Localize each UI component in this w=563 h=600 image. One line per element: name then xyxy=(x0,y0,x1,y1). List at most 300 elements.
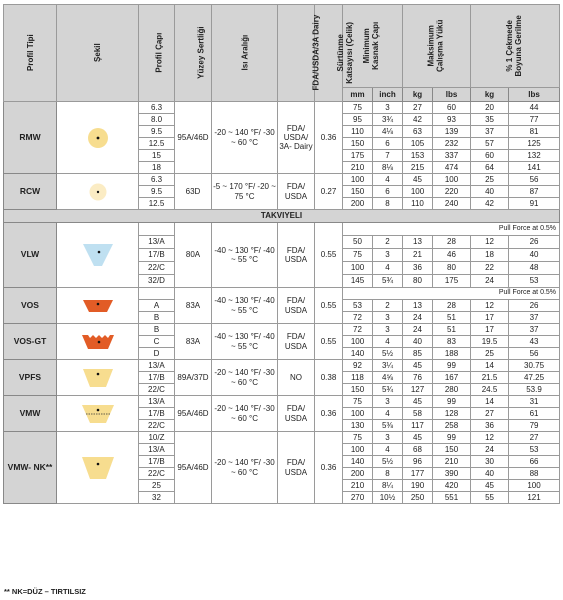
cekme-lbs: 81 xyxy=(509,126,560,138)
kasnak-mm: 110 xyxy=(343,126,373,138)
kasnak-mm: 100 xyxy=(343,408,373,420)
kasnak-mm: 150 xyxy=(343,186,373,198)
profile-fda: FDA/ USDA xyxy=(278,223,315,288)
profile-surt: 0.38 xyxy=(315,360,343,396)
pull-force-note: Pull Force at 0.5% xyxy=(343,288,560,300)
profile-sertlik: 95A/46D xyxy=(175,432,212,504)
yuk-kg: 40 xyxy=(403,336,433,348)
kasnak-mm: 75 xyxy=(343,249,373,262)
unit-kg-2: kg xyxy=(471,88,509,102)
cekme-lbs: 47.25 xyxy=(509,372,560,384)
kasnak-inch: 4⅛ xyxy=(373,126,403,138)
cekme-kg: 17 xyxy=(471,324,509,336)
profile-sertlik: 95A/46D xyxy=(175,102,212,174)
profile-surt: 0.36 xyxy=(315,396,343,432)
table-row xyxy=(4,174,560,186)
yuk-kg: 63 xyxy=(403,126,433,138)
cekme-kg: 37 xyxy=(471,126,509,138)
yuk-lbs: 83 xyxy=(433,336,471,348)
table-row xyxy=(4,223,560,236)
profile-type-vmw: VMW xyxy=(4,396,57,432)
profile-diameter: 22/C xyxy=(139,420,175,432)
unit-lbs-2: lbs xyxy=(509,88,560,102)
cekme-lbs: 48 xyxy=(509,262,560,275)
profile-surt: 0.27 xyxy=(315,174,343,210)
v-profile-orange-icon xyxy=(83,299,113,313)
profile-diameter: 6.3 xyxy=(139,174,175,186)
kasnak-mm: 75 xyxy=(343,396,373,408)
kasnak-inch: 8⅛ xyxy=(373,162,403,174)
spec-body xyxy=(4,102,560,504)
profile-fda: FDA/ USDA xyxy=(278,396,315,432)
profile-fda: NO xyxy=(278,360,315,396)
cekme-lbs: 43 xyxy=(509,336,560,348)
profile-diameter: 22/C xyxy=(139,384,175,396)
profile-type-vmwnk: VMW- NK** xyxy=(4,432,57,504)
profile-type-vlw: VLW xyxy=(4,223,57,288)
kasnak-mm: 100 xyxy=(343,262,373,275)
cekme-kg: 55 xyxy=(471,492,509,504)
yuk-lbs: 390 xyxy=(433,468,471,480)
yuk-kg: 80 xyxy=(403,275,433,288)
yuk-kg: 68 xyxy=(403,444,433,456)
section-takviyeli: TAKVIYELI xyxy=(4,210,560,223)
profile-fda: FDA/ USDA xyxy=(278,324,315,360)
kasnak-inch: 3 xyxy=(373,312,403,324)
profile-diameter: 17/B xyxy=(139,249,175,262)
profile-diameter: 12.5 xyxy=(139,138,175,150)
kasnak-inch: 5⅜ xyxy=(373,420,403,432)
yuk-kg: 45 xyxy=(403,396,433,408)
profile-shape-vmw xyxy=(57,396,139,432)
profile-surt: 0.55 xyxy=(315,324,343,360)
kasnak-mm: 72 xyxy=(343,312,373,324)
kasnak-inch: 8¼ xyxy=(373,480,403,492)
cekme-kg: 40 xyxy=(471,468,509,480)
profile-surt: 0.55 xyxy=(315,223,343,288)
spec-table-wrapper xyxy=(3,4,559,504)
yuk-kg: 24 xyxy=(403,324,433,336)
yuk-lbs: 51 xyxy=(433,324,471,336)
yuk-lbs: 99 xyxy=(433,432,471,444)
header-yuzey-sertligi: Yüzey Sertliği xyxy=(175,5,212,102)
profile-diameter: D xyxy=(139,348,175,360)
profile-diameter: C xyxy=(139,336,175,348)
header-fda: FDA/USDA/3A Dairy xyxy=(278,5,315,102)
cekme-lbs: 40 xyxy=(509,249,560,262)
kasnak-mm: 100 xyxy=(343,336,373,348)
kasnak-inch: 3 xyxy=(373,102,403,114)
cekme-lbs: 53 xyxy=(509,444,560,456)
profile-diameter: 6.3 xyxy=(139,102,175,114)
cekme-lbs: 121 xyxy=(509,492,560,504)
profile-surt: 0.36 xyxy=(315,432,343,504)
kasnak-inch: 4 xyxy=(373,174,403,186)
profile-diameter: 12.5 xyxy=(139,198,175,210)
profile-sertlik: 63D xyxy=(175,174,212,210)
cekme-lbs: 141 xyxy=(509,162,560,174)
yuk-kg: 110 xyxy=(403,198,433,210)
kasnak-inch: 5½ xyxy=(373,456,403,468)
profile-diameter: 13/A xyxy=(139,444,175,456)
yuk-lbs: 337 xyxy=(433,150,471,162)
cekme-lbs: 53.9 xyxy=(509,384,560,396)
header-isi-araligi: Isı Aralığı xyxy=(212,5,278,102)
table-row xyxy=(4,102,560,114)
yuk-lbs: 551 xyxy=(433,492,471,504)
yuk-lbs: 420 xyxy=(433,480,471,492)
profile-diameter: 17/B xyxy=(139,408,175,420)
table-row xyxy=(4,324,560,336)
kasnak-mm: 100 xyxy=(343,174,373,186)
header-profil-capi: Profil Çapı xyxy=(139,5,175,102)
kasnak-mm: 270 xyxy=(343,492,373,504)
kasnak-inch: 4 xyxy=(373,336,403,348)
kasnak-mm: 140 xyxy=(343,348,373,360)
profile-diameter: 32 xyxy=(139,492,175,504)
kasnak-mm: 145 xyxy=(343,275,373,288)
profile-sertlik: 83A xyxy=(175,288,212,324)
cekme-lbs: 27 xyxy=(509,432,560,444)
v-profile-toothed-icon xyxy=(82,334,114,350)
yuk-kg: 36 xyxy=(403,262,433,275)
yuk-lbs: 100 xyxy=(433,174,471,186)
cekme-kg: 22 xyxy=(471,262,509,275)
kasnak-inch: 8 xyxy=(373,198,403,210)
cekme-lbs: 91 xyxy=(509,198,560,210)
yuk-kg: 250 xyxy=(403,492,433,504)
kasnak-mm: 100 xyxy=(343,444,373,456)
cekme-kg: 24.5 xyxy=(471,384,509,396)
cekme-lbs: 53 xyxy=(509,275,560,288)
profile-type-vosgt: VOS-GT xyxy=(4,324,57,360)
profile-diameter: 13/A xyxy=(139,360,175,372)
section-row xyxy=(4,210,560,223)
profile-surt: 0.36 xyxy=(315,102,343,174)
yuk-kg: 76 xyxy=(403,372,433,384)
profile-shape-vosgt xyxy=(57,324,139,360)
profile-type-rmw: RMW xyxy=(4,102,57,174)
kasnak-mm: 140 xyxy=(343,456,373,468)
kasnak-mm: 130 xyxy=(343,420,373,432)
kasnak-mm: 210 xyxy=(343,480,373,492)
yuk-lbs: 51 xyxy=(433,312,471,324)
kasnak-inch: 4 xyxy=(373,444,403,456)
kasnak-mm: 200 xyxy=(343,468,373,480)
header-sekil: Şekil xyxy=(57,5,139,102)
v-profile-yellow-icon xyxy=(83,368,113,388)
profile-sertlik: 89A/37D xyxy=(175,360,212,396)
cekme-lbs: 125 xyxy=(509,138,560,150)
yuk-kg: 105 xyxy=(403,138,433,150)
yuk-kg: 96 xyxy=(403,456,433,468)
yuk-kg: 24 xyxy=(403,312,433,324)
profile-diameter: A xyxy=(139,300,175,312)
pull-force-note: Pull Force at 0.5% xyxy=(343,223,560,236)
v-profile-dashed-icon xyxy=(82,404,114,424)
profile-shape-rmw xyxy=(57,102,139,174)
profile-isi: -20 ~ 140 °F/ -30 ~ 60 °C xyxy=(212,396,278,432)
cekme-lbs: 100 xyxy=(509,480,560,492)
profile-type-vos: VOS xyxy=(4,288,57,324)
profile-type-vpfs: VPFS xyxy=(4,360,57,396)
header-kasnak: Minimum Kasnak Çapı xyxy=(343,5,403,88)
profile-diameter: B xyxy=(139,324,175,336)
profile-shape-vlw xyxy=(57,223,139,288)
unit-lbs: lbs xyxy=(433,88,471,102)
cekme-lbs: 87 xyxy=(509,186,560,198)
kasnak-mm: 92 xyxy=(343,360,373,372)
kasnak-inch: 6 xyxy=(373,138,403,150)
table-row xyxy=(4,288,560,300)
profile-diameter: 25 xyxy=(139,480,175,492)
profile-diameter-blank xyxy=(139,223,175,236)
cekme-lbs: 26 xyxy=(509,300,560,312)
kasnak-inch: 5¾ xyxy=(373,275,403,288)
kasnak-mm: 150 xyxy=(343,138,373,150)
profile-isi: -20 ~ 140 °F/ -30 ~ 60 °C xyxy=(212,432,278,504)
profile-isi: -20 ~ 140 °F/ -30 ~ 60 °C xyxy=(212,360,278,396)
profile-fda: FDA/ USDA xyxy=(278,432,315,504)
profile-diameter-blank xyxy=(139,288,175,300)
yuk-kg: 21 xyxy=(403,249,433,262)
table-row xyxy=(4,432,560,444)
yuk-lbs: 60 xyxy=(433,102,471,114)
yuk-kg: 117 xyxy=(403,420,433,432)
kasnak-mm: 75 xyxy=(343,102,373,114)
cekme-kg: 14 xyxy=(471,396,509,408)
cekme-lbs: 44 xyxy=(509,102,560,114)
yuk-kg: 190 xyxy=(403,480,433,492)
kasnak-mm: 150 xyxy=(343,384,373,396)
cekme-kg: 24 xyxy=(471,444,509,456)
yuk-lbs: 210 xyxy=(433,456,471,468)
cekme-lbs: 37 xyxy=(509,324,560,336)
profile-diameter: 8.0 xyxy=(139,114,175,126)
cekme-lbs: 31 xyxy=(509,396,560,408)
cekme-kg: 12 xyxy=(471,432,509,444)
profile-diameter: 17/B xyxy=(139,372,175,384)
cekme-kg: 42 xyxy=(471,198,509,210)
yuk-kg: 177 xyxy=(403,468,433,480)
cekme-kg: 60 xyxy=(471,150,509,162)
cekme-kg: 45 xyxy=(471,480,509,492)
cekme-kg: 12 xyxy=(471,300,509,312)
profile-diameter: 18 xyxy=(139,162,175,174)
profile-diameter: 32/D xyxy=(139,275,175,288)
cekme-lbs: 56 xyxy=(509,348,560,360)
profile-diameter: 13/A xyxy=(139,396,175,408)
yuk-lbs: 93 xyxy=(433,114,471,126)
spec-table xyxy=(3,4,560,504)
kasnak-mm: 175 xyxy=(343,150,373,162)
footnote: ** NK=DÜZ – TIRTILSIZ xyxy=(4,587,86,596)
yuk-lbs: 220 xyxy=(433,186,471,198)
kasnak-mm: 210 xyxy=(343,162,373,174)
cekme-lbs: 66 xyxy=(509,456,560,468)
profile-shape-vos xyxy=(57,288,139,324)
cekme-kg: 25 xyxy=(471,174,509,186)
cekme-lbs: 132 xyxy=(509,150,560,162)
profile-fda: FDA/ USDA/ 3A- Dairy xyxy=(278,102,315,174)
yuk-lbs: 280 xyxy=(433,384,471,396)
kasnak-inch: 7 xyxy=(373,150,403,162)
yuk-lbs: 139 xyxy=(433,126,471,138)
kasnak-inch: 8 xyxy=(373,468,403,480)
cekme-lbs: 37 xyxy=(509,312,560,324)
cekme-kg: 19.5 xyxy=(471,336,509,348)
cekme-lbs: 56 xyxy=(509,174,560,186)
kasnak-mm: 75 xyxy=(343,432,373,444)
kasnak-inch: 3 xyxy=(373,249,403,262)
v-profile-blue-icon xyxy=(82,243,114,267)
profile-diameter: 9.5 xyxy=(139,186,175,198)
cekme-kg: 30 xyxy=(471,456,509,468)
yuk-kg: 215 xyxy=(403,162,433,174)
cekme-kg: 24 xyxy=(471,275,509,288)
header-surtunme: Sürtünme Katsayısı (Çelik) xyxy=(315,5,343,102)
profile-diameter: 17/B xyxy=(139,456,175,468)
profile-type-rcw: RCW xyxy=(4,174,57,210)
yuk-lbs: 240 xyxy=(433,198,471,210)
kasnak-inch: 6 xyxy=(373,186,403,198)
profile-fda: FDA/ USDA xyxy=(278,174,315,210)
header-profil-tipi: Profil Tipi xyxy=(4,5,57,102)
yuk-lbs: 28 xyxy=(433,300,471,312)
profile-diameter: 22/C xyxy=(139,262,175,275)
round-profile-small-icon xyxy=(89,183,107,201)
kasnak-inch: 4⅝ xyxy=(373,372,403,384)
profile-diameter: 22/C xyxy=(139,468,175,480)
yuk-lbs: 258 xyxy=(433,420,471,432)
kasnak-inch: 2 xyxy=(373,236,403,249)
header-yuk: Maksimum Çalışma Yükü xyxy=(403,5,471,88)
unit-kg: kg xyxy=(403,88,433,102)
cekme-kg: 25 xyxy=(471,348,509,360)
kasnak-mm: 53 xyxy=(343,300,373,312)
cekme-lbs: 61 xyxy=(509,408,560,420)
kasnak-inch: 3 xyxy=(373,324,403,336)
yuk-lbs: 175 xyxy=(433,275,471,288)
yuk-kg: 13 xyxy=(403,300,433,312)
kasnak-mm: 200 xyxy=(343,198,373,210)
kasnak-inch: 4 xyxy=(373,262,403,275)
table-row xyxy=(4,396,560,408)
kasnak-mm: 50 xyxy=(343,236,373,249)
kasnak-inch: 3¾ xyxy=(373,114,403,126)
cekme-kg: 57 xyxy=(471,138,509,150)
v-profile-plain-icon xyxy=(82,456,114,480)
kasnak-mm: 72 xyxy=(343,324,373,336)
yuk-kg: 153 xyxy=(403,150,433,162)
profile-sertlik: 80A xyxy=(175,223,212,288)
profile-isi: -40 ~ 130 °F/ -40 ~ 55 °C xyxy=(212,324,278,360)
yuk-kg: 45 xyxy=(403,360,433,372)
cekme-lbs: 30.75 xyxy=(509,360,560,372)
profile-diameter: 13/A xyxy=(139,236,175,249)
kasnak-inch: 3¼ xyxy=(373,360,403,372)
yuk-lbs: 150 xyxy=(433,444,471,456)
kasnak-inch: 5½ xyxy=(373,348,403,360)
kasnak-inch: 3 xyxy=(373,432,403,444)
cekme-kg: 40 xyxy=(471,186,509,198)
cekme-lbs: 79 xyxy=(509,420,560,432)
kasnak-inch: 4 xyxy=(373,408,403,420)
profile-isi: -40 ~ 130 °F/ -40 ~ 55 °C xyxy=(212,288,278,324)
cekme-lbs: 77 xyxy=(509,114,560,126)
yuk-lbs: 28 xyxy=(433,236,471,249)
cekme-lbs: 26 xyxy=(509,236,560,249)
yuk-lbs: 188 xyxy=(433,348,471,360)
kasnak-inch: 10½ xyxy=(373,492,403,504)
yuk-kg: 45 xyxy=(403,174,433,186)
unit-inch: inch xyxy=(373,88,403,102)
unit-mm: mm xyxy=(343,88,373,102)
cekme-kg: 27 xyxy=(471,408,509,420)
cekme-kg: 35 xyxy=(471,114,509,126)
yuk-kg: 42 xyxy=(403,114,433,126)
profile-diameter: 15 xyxy=(139,150,175,162)
cekme-kg: 12 xyxy=(471,236,509,249)
profile-shape-rcw xyxy=(57,174,139,210)
cekme-kg: 21.5 xyxy=(471,372,509,384)
profile-sertlik: 83A xyxy=(175,324,212,360)
yuk-kg: 100 xyxy=(403,186,433,198)
cekme-kg: 17 xyxy=(471,312,509,324)
profile-sertlik: 95A/46D xyxy=(175,396,212,432)
cekme-lbs: 88 xyxy=(509,468,560,480)
yuk-kg: 85 xyxy=(403,348,433,360)
kasnak-mm: 95 xyxy=(343,114,373,126)
yuk-kg: 58 xyxy=(403,408,433,420)
profile-shape-vmwnk xyxy=(57,432,139,504)
yuk-lbs: 167 xyxy=(433,372,471,384)
kasnak-inch: 5¾ xyxy=(373,384,403,396)
profile-diameter: 9.5 xyxy=(139,126,175,138)
profile-isi: -5 ~ 170 °F/ -20 ~ 75 °C xyxy=(212,174,278,210)
yuk-lbs: 99 xyxy=(433,360,471,372)
round-profile-icon xyxy=(87,127,109,149)
profile-diameter: B xyxy=(139,312,175,324)
cekme-kg: 36 xyxy=(471,420,509,432)
header-row xyxy=(4,5,560,88)
profile-isi: -40 ~ 130 °F/ -40 ~ 55 °C xyxy=(212,223,278,288)
profile-fda: FDA/ USDA xyxy=(278,288,315,324)
yuk-lbs: 474 xyxy=(433,162,471,174)
kasnak-inch: 3 xyxy=(373,396,403,408)
yuk-lbs: 80 xyxy=(433,262,471,275)
kasnak-inch: 2 xyxy=(373,300,403,312)
table-row xyxy=(4,360,560,372)
profile-shape-vpfs xyxy=(57,360,139,396)
yuk-kg: 127 xyxy=(403,384,433,396)
kasnak-mm: 118 xyxy=(343,372,373,384)
cekme-kg: 14 xyxy=(471,360,509,372)
profile-diameter: 10/Z xyxy=(139,432,175,444)
cekme-kg: 20 xyxy=(471,102,509,114)
yuk-lbs: 99 xyxy=(433,396,471,408)
yuk-lbs: 46 xyxy=(433,249,471,262)
cekme-kg: 18 xyxy=(471,249,509,262)
cekme-kg: 64 xyxy=(471,162,509,174)
yuk-kg: 27 xyxy=(403,102,433,114)
profile-isi: -20 ~ 140 °F/ -30 ~ 60 °C xyxy=(212,102,278,174)
yuk-kg: 45 xyxy=(403,432,433,444)
yuk-lbs: 128 xyxy=(433,408,471,420)
yuk-kg: 13 xyxy=(403,236,433,249)
header-cekme: % 1 Çekmede Boyuna Gerilme xyxy=(471,5,560,88)
yuk-lbs: 232 xyxy=(433,138,471,150)
